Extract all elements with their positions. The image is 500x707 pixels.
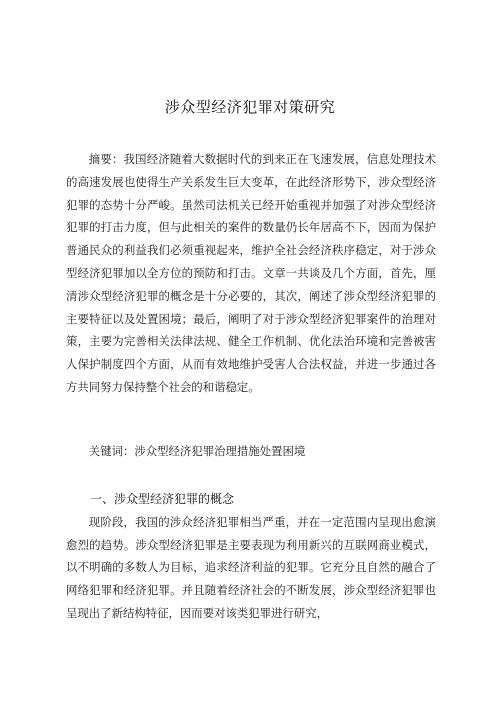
document-title: 涉众型经济犯罪对策研究: [164, 98, 336, 116]
keywords-line: 关键词：涉众型经济犯罪治理措施处置困境: [88, 444, 306, 458]
section-one: [66, 488, 436, 625]
section-heading: 一、涉众型经济犯罪的概念: [90, 492, 235, 506]
section-paragraph: 现阶段，我国的涉众经济犯罪相当严重，并在一定范围内呈现出愈演愈烈的趋势。涉众型经济犯罪是主要表现为利用新兴的互联网商业模式，以不明确的多数人为目标，追求经济利益的犯罪。它充分且自然的融合了网络犯罪和经济犯罪。并且随着经济社会的不断发展，涉众型经济犯罪也呈现出了新结构特征，因而要对该类犯罪进行研究，: [66, 514, 436, 620]
keywords-block: [66, 440, 436, 463]
abstract-paragraph: 摘要：我国经济随着大数据时代的到来正在飞速发展，信息处理技术的高速发展也使得生产关系发生巨大变革，在此经济形势下，涉众型经济犯罪的态势十分严峻。虽然司法机关已经开始重视并加强了对涉众型经济犯罪的打击力度，但与此相关的案件的数量仍长年居高不下，因而为保护普通民众的利益我们必须重视起来，维护全社会经济秩序稳定，对于涉众型经济犯罪加以全方位的预防和打击。文章一共谈及几个方面，首先，厘清涉众型经济犯罪的概念是十分必要的，其次，阐述了涉众型经济犯罪的主要特征以及处置困境；最后，阐明了对于涉众型经济犯罪案件的治理对策，主要为完善相关法律法规、健全工作机制、优化法治环境和完善被害人保护制度四个方面，从而有效地维护受害人合法权益，并进一步通过各方共同努力保持整个社会的和谐稳定。: [66, 152, 436, 394]
abstract-block: [66, 148, 436, 399]
